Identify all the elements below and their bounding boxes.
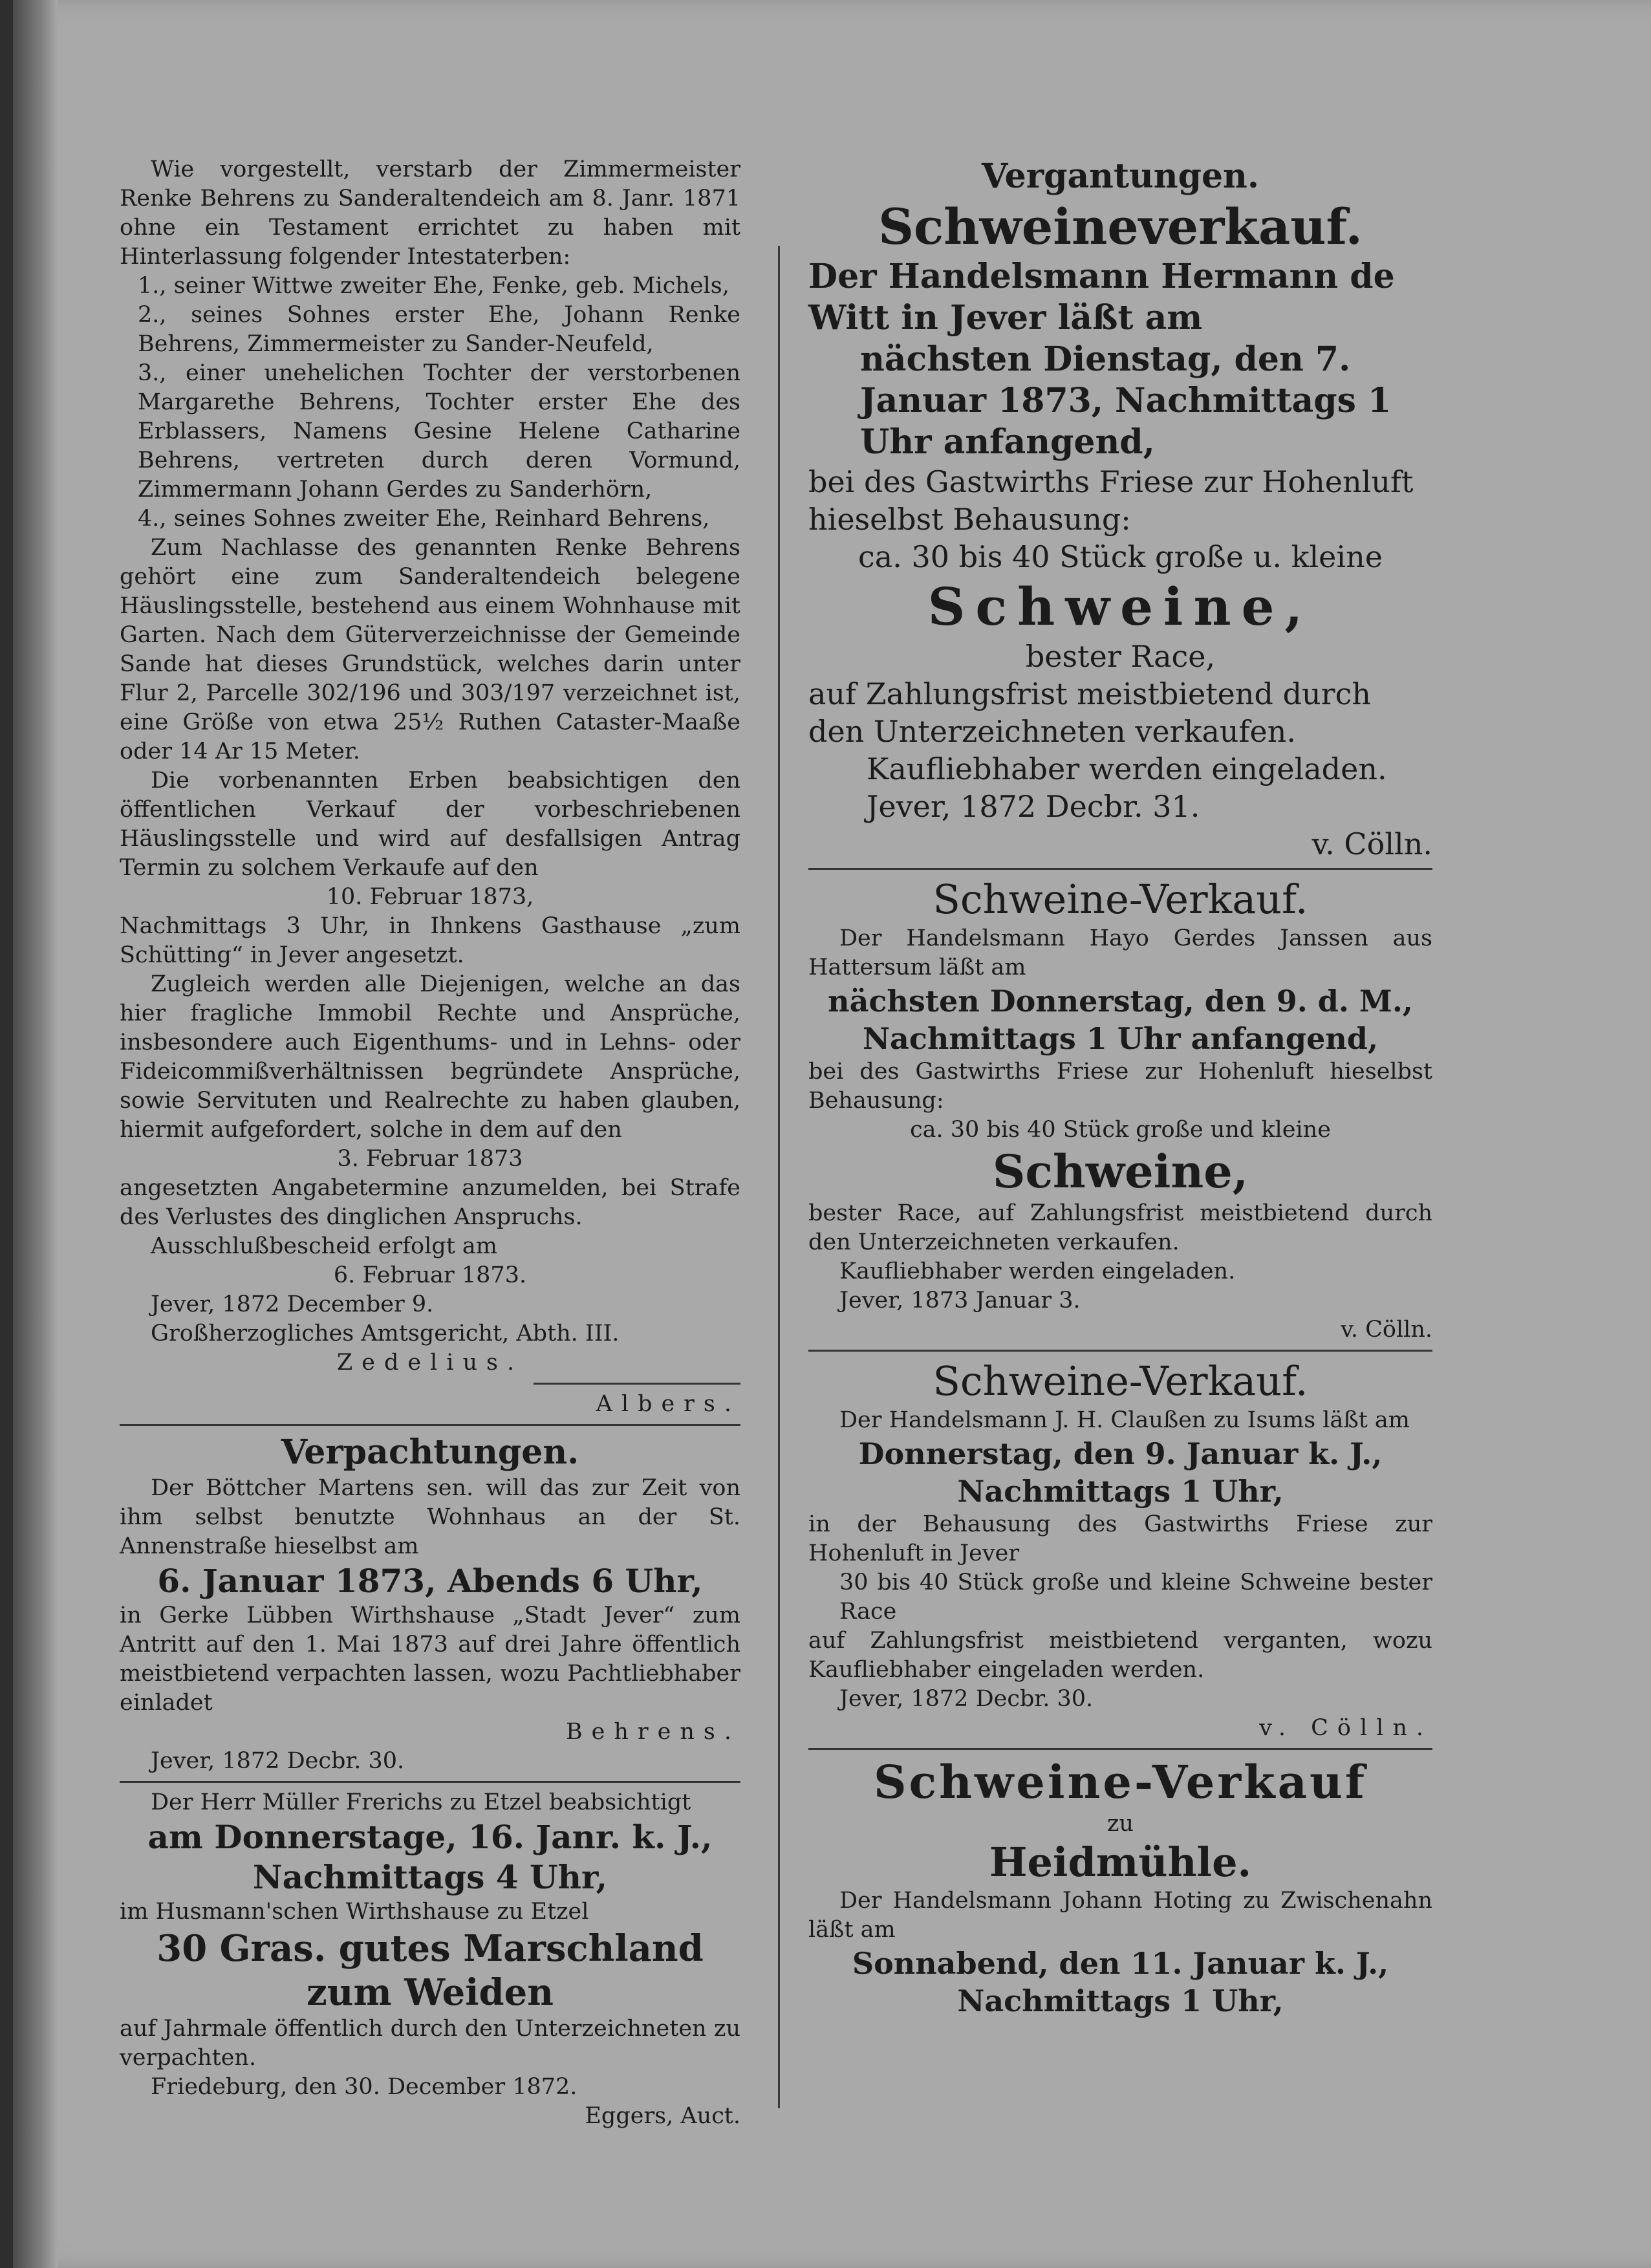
section-rule <box>808 1350 1432 1352</box>
ad-place: bei des Gastwirths Friese zur Hohenluft hieselbst Behausung: <box>808 1059 1432 1114</box>
ad-date: nächsten Dienstag, den 7. Januar 1873, Nachmittags 1 Uhr anfangend, <box>860 340 1392 462</box>
claims-end: angesetzten Angabetermine anzumelden, bei Strafe des Verlustes des dinglichen Anspruchs. <box>120 1175 740 1230</box>
heir-item: 3., einer unehelichen Tochter der verstorbenen Margarethe Behrens, Tochter erster Ehe des Erblassers, Namens Gesine Helene Catharine Behrens, vertreten durch deren Vormund, Zimmermann Johann Gerdes zu Sanderhörn, <box>138 360 740 502</box>
signature: v. Cölln. <box>1341 1317 1432 1343</box>
ad-place: bei des Gastwirths Friese zur Hohenluft hieselbst Behausung: <box>808 464 1414 537</box>
section-rule <box>120 1424 740 1426</box>
signature: Eggers, Auct. <box>585 2103 740 2129</box>
ad-quantity: ca. 30 bis 40 Stück große u. kleine <box>858 539 1383 574</box>
place-date: Jever, 1872 December 9. <box>151 1291 434 1317</box>
sale-place: Nachmittags 3 Uhr, in Ihnkens Gasthause „zum Schütting“ in Jever angesetzt. <box>120 913 740 968</box>
column-divider <box>778 246 780 2108</box>
left-column <box>120 155 740 2131</box>
miller-place: im Husmann'schen Wirthshause zu Etzel <box>120 1899 589 1925</box>
place-date: Friedeburg, den 30. December 1872. <box>151 2074 577 2100</box>
ad-title: Schweine-Verkauf. <box>933 876 1308 923</box>
sale-date: 10. Februar 1873, <box>326 884 534 910</box>
ad-invite: Kaufliebhaber werden eingeladen. <box>839 1258 1236 1284</box>
divider-rule <box>534 1383 740 1385</box>
ad-date: Sonnabend, den 11. Januar k. J., <box>852 1946 1389 1981</box>
inheritance-notice <box>120 155 740 1419</box>
signature: v. Cölln. <box>1259 1715 1432 1741</box>
lease-terms: in Gerke Lübben Wirthshause „Stadt Jever“ zum Antritt auf den 1. Mai 1873 auf drei Jahre öffentlich meistbietend verpachten lassen, wozu Pachtliebhaber einladet <box>120 1603 740 1716</box>
lease-date: 6. Januar 1873, Abends 6 Uhr, <box>157 1562 703 1600</box>
newspaper-page <box>13 0 1651 2268</box>
ad-time: Nachmittags 1 Uhr, <box>957 1474 1284 1509</box>
heir-item: 4., seines Sohnes zweiter Ehe, Reinhard Behrens, <box>138 506 710 532</box>
ad-body: Der Handelsmann Hayo Gerdes Janssen aus Hattersum läßt am <box>808 925 1432 980</box>
place-date: Jever, 1873 Januar 3. <box>839 1288 1081 1313</box>
miller-date: am Donnerstage, 16. Janr. k. J., <box>147 1818 713 1856</box>
ad-terms: auf Zahlungsfrist meistbietend durch den Unterzeichneten verkaufen. <box>808 676 1372 749</box>
signature: v. Cölln. <box>1311 826 1432 861</box>
right-column <box>808 155 1432 2020</box>
ad-title: Schweineverkauf. <box>878 198 1363 255</box>
pig-sale-ad-3 <box>808 1357 1432 1743</box>
section-rule <box>120 1781 740 1783</box>
place-date: Jever, 1872 Decbr. 31. <box>867 789 1200 824</box>
miller-body: Der Herr Müller Frerichs zu Etzel beabsichtigt <box>151 1789 691 1815</box>
lease-body: Der Böttcher Martens sen. will das zur Zeit von ihm selbst benutzte Wohnhaus an der St. Annenstraße hieselbst am <box>120 1475 740 1559</box>
heir-item: 1., seiner Wittwe zweiter Ehe, Fenke, geb. Michels, <box>138 273 729 299</box>
section-rule <box>808 868 1432 870</box>
miller-offer: 30 Gras. gutes Marschland zum Weiden <box>156 1927 704 2014</box>
ad-date: nächsten Donnerstag, den 9. d. M., Nachmittags 1 Uhr anfangend, <box>828 984 1413 1056</box>
inheritance-intro: Wie vorgestellt, verstarb der Zimmermeister Renke Behrens zu Sanderaltendeich am 8. Janr. 1871 ohne ein Testament errichtet zu haben mit Hinterlassung folgender Intestaterben: <box>120 157 740 270</box>
pig-sale-ad-4 <box>808 1755 1432 2020</box>
ad-date: Donnerstag, den 9. Januar k. J., <box>858 1436 1383 1471</box>
pig-sale-ad-1 <box>808 155 1432 863</box>
place-date: Jever, 1872 Decbr. 30. <box>839 1686 1094 1712</box>
ad-zu: zu <box>1107 1811 1134 1837</box>
sale-notice: Die vorbenannten Erben beabsichtigen den öffentlichen Verkauf der vorbeschriebenen Häuslingsstelle und wird auf desfallsigen Antrag Termin zu solchem Verkaufe auf den <box>120 768 740 881</box>
heirs-list <box>120 272 740 534</box>
claims-date: 3. Februar 1873 <box>337 1146 523 1172</box>
ad-title: Schweine-Verkauf. <box>933 1357 1308 1405</box>
miller-time: Nachmittags 4 Uhr, <box>252 1858 608 1896</box>
ad-quantity: 30 bis 40 Stück große und kleine Schweine bester Race <box>839 1570 1432 1625</box>
page-gutter <box>13 0 58 2268</box>
ad-place: in der Behausung des Gastwirths Friese zur Hohenluft in Jever <box>808 1511 1432 1566</box>
miller-notice <box>120 1788 740 2131</box>
ad-body: Der Handelsmann Johann Hoting zu Zwischenahn läßt am <box>808 1888 1432 1943</box>
ad-quantity: ca. 30 bis 40 Stück große und kleine <box>910 1117 1331 1143</box>
ad-animals: Schweine, <box>927 576 1313 637</box>
section-heading: Verpachtungen. <box>281 1432 579 1472</box>
section-heading: Vergantungen. <box>982 157 1259 196</box>
signature: Albers. <box>596 1391 740 1417</box>
heir-item: 2., seines Sohnes erster Ehe, Johann Renke Behrens, Zimmermeister zu Sander-Neufeld, <box>138 302 740 357</box>
pig-sale-ad-2 <box>808 875 1432 1345</box>
ad-terms: auf Zahlungsfrist meistbietend verganten, wozu Kaufliebhaber eingeladen werden. <box>808 1628 1432 1683</box>
ad-place-name: Heidmühle. <box>989 1839 1252 1886</box>
exclusion-notice: Ausschlußbescheid erfolgt am <box>151 1233 497 1259</box>
miller-terms: auf Jahrmale öffentlich durch den Unterzeichneten zu verpachten. <box>120 2016 740 2071</box>
ad-invite: Kaufliebhaber werden eingeladen. <box>867 751 1387 786</box>
ad-body: Der Handelsmann J. H. Claußen zu Isums läßt am <box>839 1407 1410 1433</box>
exclusion-date: 6. Februar 1873. <box>333 1262 527 1288</box>
estate-description: Zum Nachlasse des genannten Renke Behrens gehört eine zum Sanderaltendeich belegene Häuslingsstelle, bestehend aus einem Wohnhause mit Garten. Nach dem Güterverzeichnisse der Gemeinde Sande hat dieses Grundstück, welches darin unter Flur 2, Parcelle 302/196 und 303/197 verzeichnet ist, eine Größe von etwa 25½ Ruthen Cataster-Maaße oder 14 Ar 15 Meter. <box>120 535 740 764</box>
ad-title: Schweine-Verkauf <box>873 1755 1367 1809</box>
lease-notice <box>120 1431 740 1776</box>
ad-time: Nachmittags 1 Uhr, <box>957 1983 1284 2018</box>
signature: Behrens. <box>565 1719 740 1745</box>
claims-notice: Zugleich werden alle Diejenigen, welche an das hier fragliche Immobil Rechte und Ansprüche, insbesondere auch Eigenthums- und in Lehns- oder Fideicommißverhältnissen begründete Ansprüche, sowie Servituten und Realrechte zu haben glauben, hiermit aufgefordert, solche in dem auf den <box>120 971 740 1143</box>
ad-body: Der Handelsmann Hermann de Witt in Jever läßt am <box>808 257 1395 338</box>
section-rule <box>808 1748 1432 1750</box>
court-name: Großherzogliches Amtsgericht, Abth. III. <box>151 1321 620 1346</box>
ad-animals: Schweine, <box>992 1145 1249 1198</box>
place-date: Jever, 1872 Decbr. 30. <box>151 1748 405 1774</box>
ad-breed: bester Race, <box>1025 639 1216 674</box>
ad-terms: bester Race, auf Zahlungsfrist meistbietend durch den Unterzeichneten verkaufen. <box>808 1200 1432 1255</box>
signature: Zedelius. <box>336 1350 524 1376</box>
